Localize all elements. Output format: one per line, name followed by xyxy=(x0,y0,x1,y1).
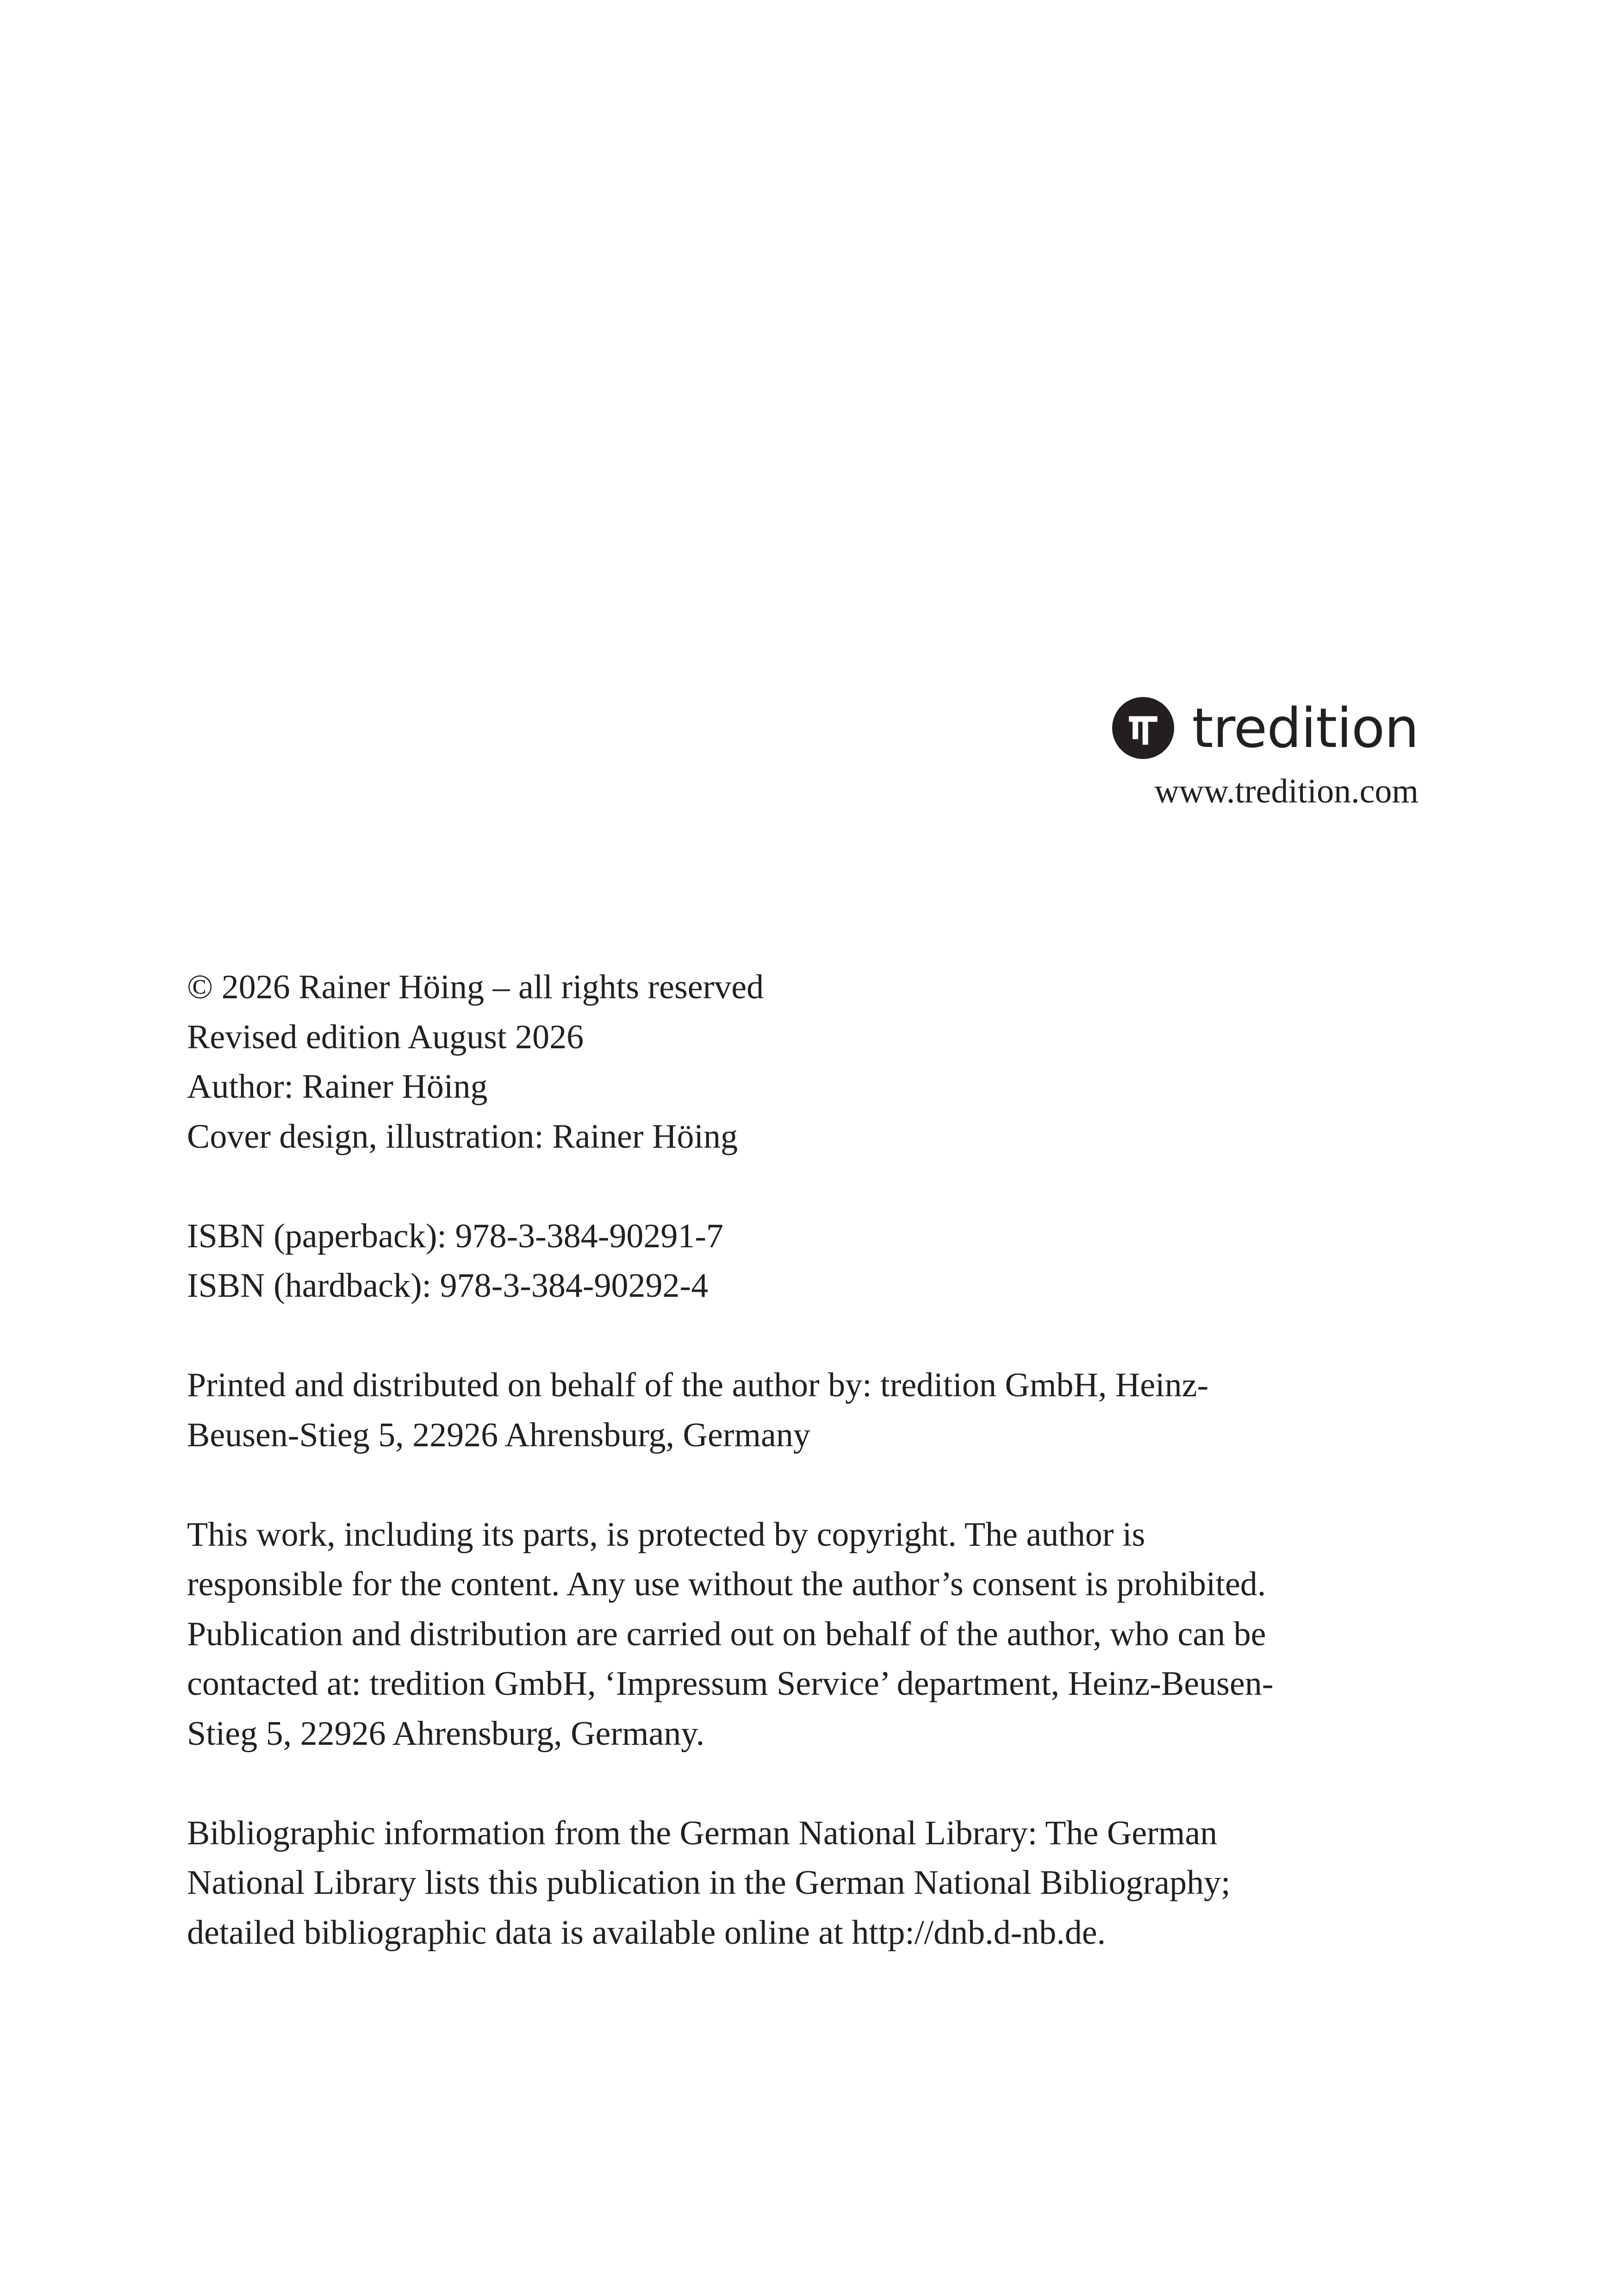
bibliographic-line-1: Bibliographic information from the German National Library: The German xyxy=(187,1814,1218,1852)
copyright-line: © 2026 Rainer Höing – all rights reserved xyxy=(187,968,764,1006)
publisher-logo xyxy=(1095,693,1419,763)
isbn-paperback: ISBN (paperback): 978-3-384-90291-7 xyxy=(187,1217,724,1255)
publisher-logo-text: tredition xyxy=(1192,696,1419,760)
isbn-hardback: ISBN (hardback): 978-3-384-90292-4 xyxy=(187,1267,709,1305)
imprint-block xyxy=(187,963,1427,1162)
publisher-website[interactable]: www.tredition.com xyxy=(1154,772,1419,810)
bibliographic-block xyxy=(187,1809,1427,1958)
printer-line-2: Beusen-Stieg 5, 22926 Ahrensburg, Germany xyxy=(187,1416,810,1454)
author-line: Author: Rainer Höing xyxy=(187,1068,488,1106)
copyright-notice-line-2: responsible for the content. Any use without the author’s consent is prohibited. xyxy=(187,1565,1266,1603)
copyright-notice-line-1: This work, including its parts, is protected by copyright. The author is xyxy=(187,1515,1145,1554)
bibliographic-line-3: detailed bibliographic data is available online at http://dnb.d-nb.de. xyxy=(187,1913,1106,1952)
printer-line-1: Printed and distributed on behalf of the author by: tredition GmbH, Heinz- xyxy=(187,1366,1209,1404)
isbn-block xyxy=(187,1212,1427,1311)
bibliographic-line-2: National Library lists this publication in the German National Bibliography; xyxy=(187,1864,1231,1902)
copyright-notice-line-3: Publication and distribution are carried out on behalf of the author, who can be xyxy=(187,1615,1266,1653)
cover-credit-line: Cover design, illustration: Rainer Höing xyxy=(187,1117,738,1156)
publisher-logo-row xyxy=(1112,693,1419,763)
edition-line: Revised edition August 2026 xyxy=(187,1018,584,1056)
tredition-logo-icon xyxy=(1112,697,1174,759)
printer-block xyxy=(187,1361,1427,1460)
copyright-notice-line-5: Stieg 5, 22926 Ahrensburg, Germany. xyxy=(187,1714,705,1753)
copyright-notice-block xyxy=(187,1510,1427,1759)
copyright-notice-line-4: contacted at: tredition GmbH, ‘Impressum Service’ department, Heinz-Beusen- xyxy=(187,1665,1274,1703)
copyright-page-content xyxy=(187,963,1427,2008)
